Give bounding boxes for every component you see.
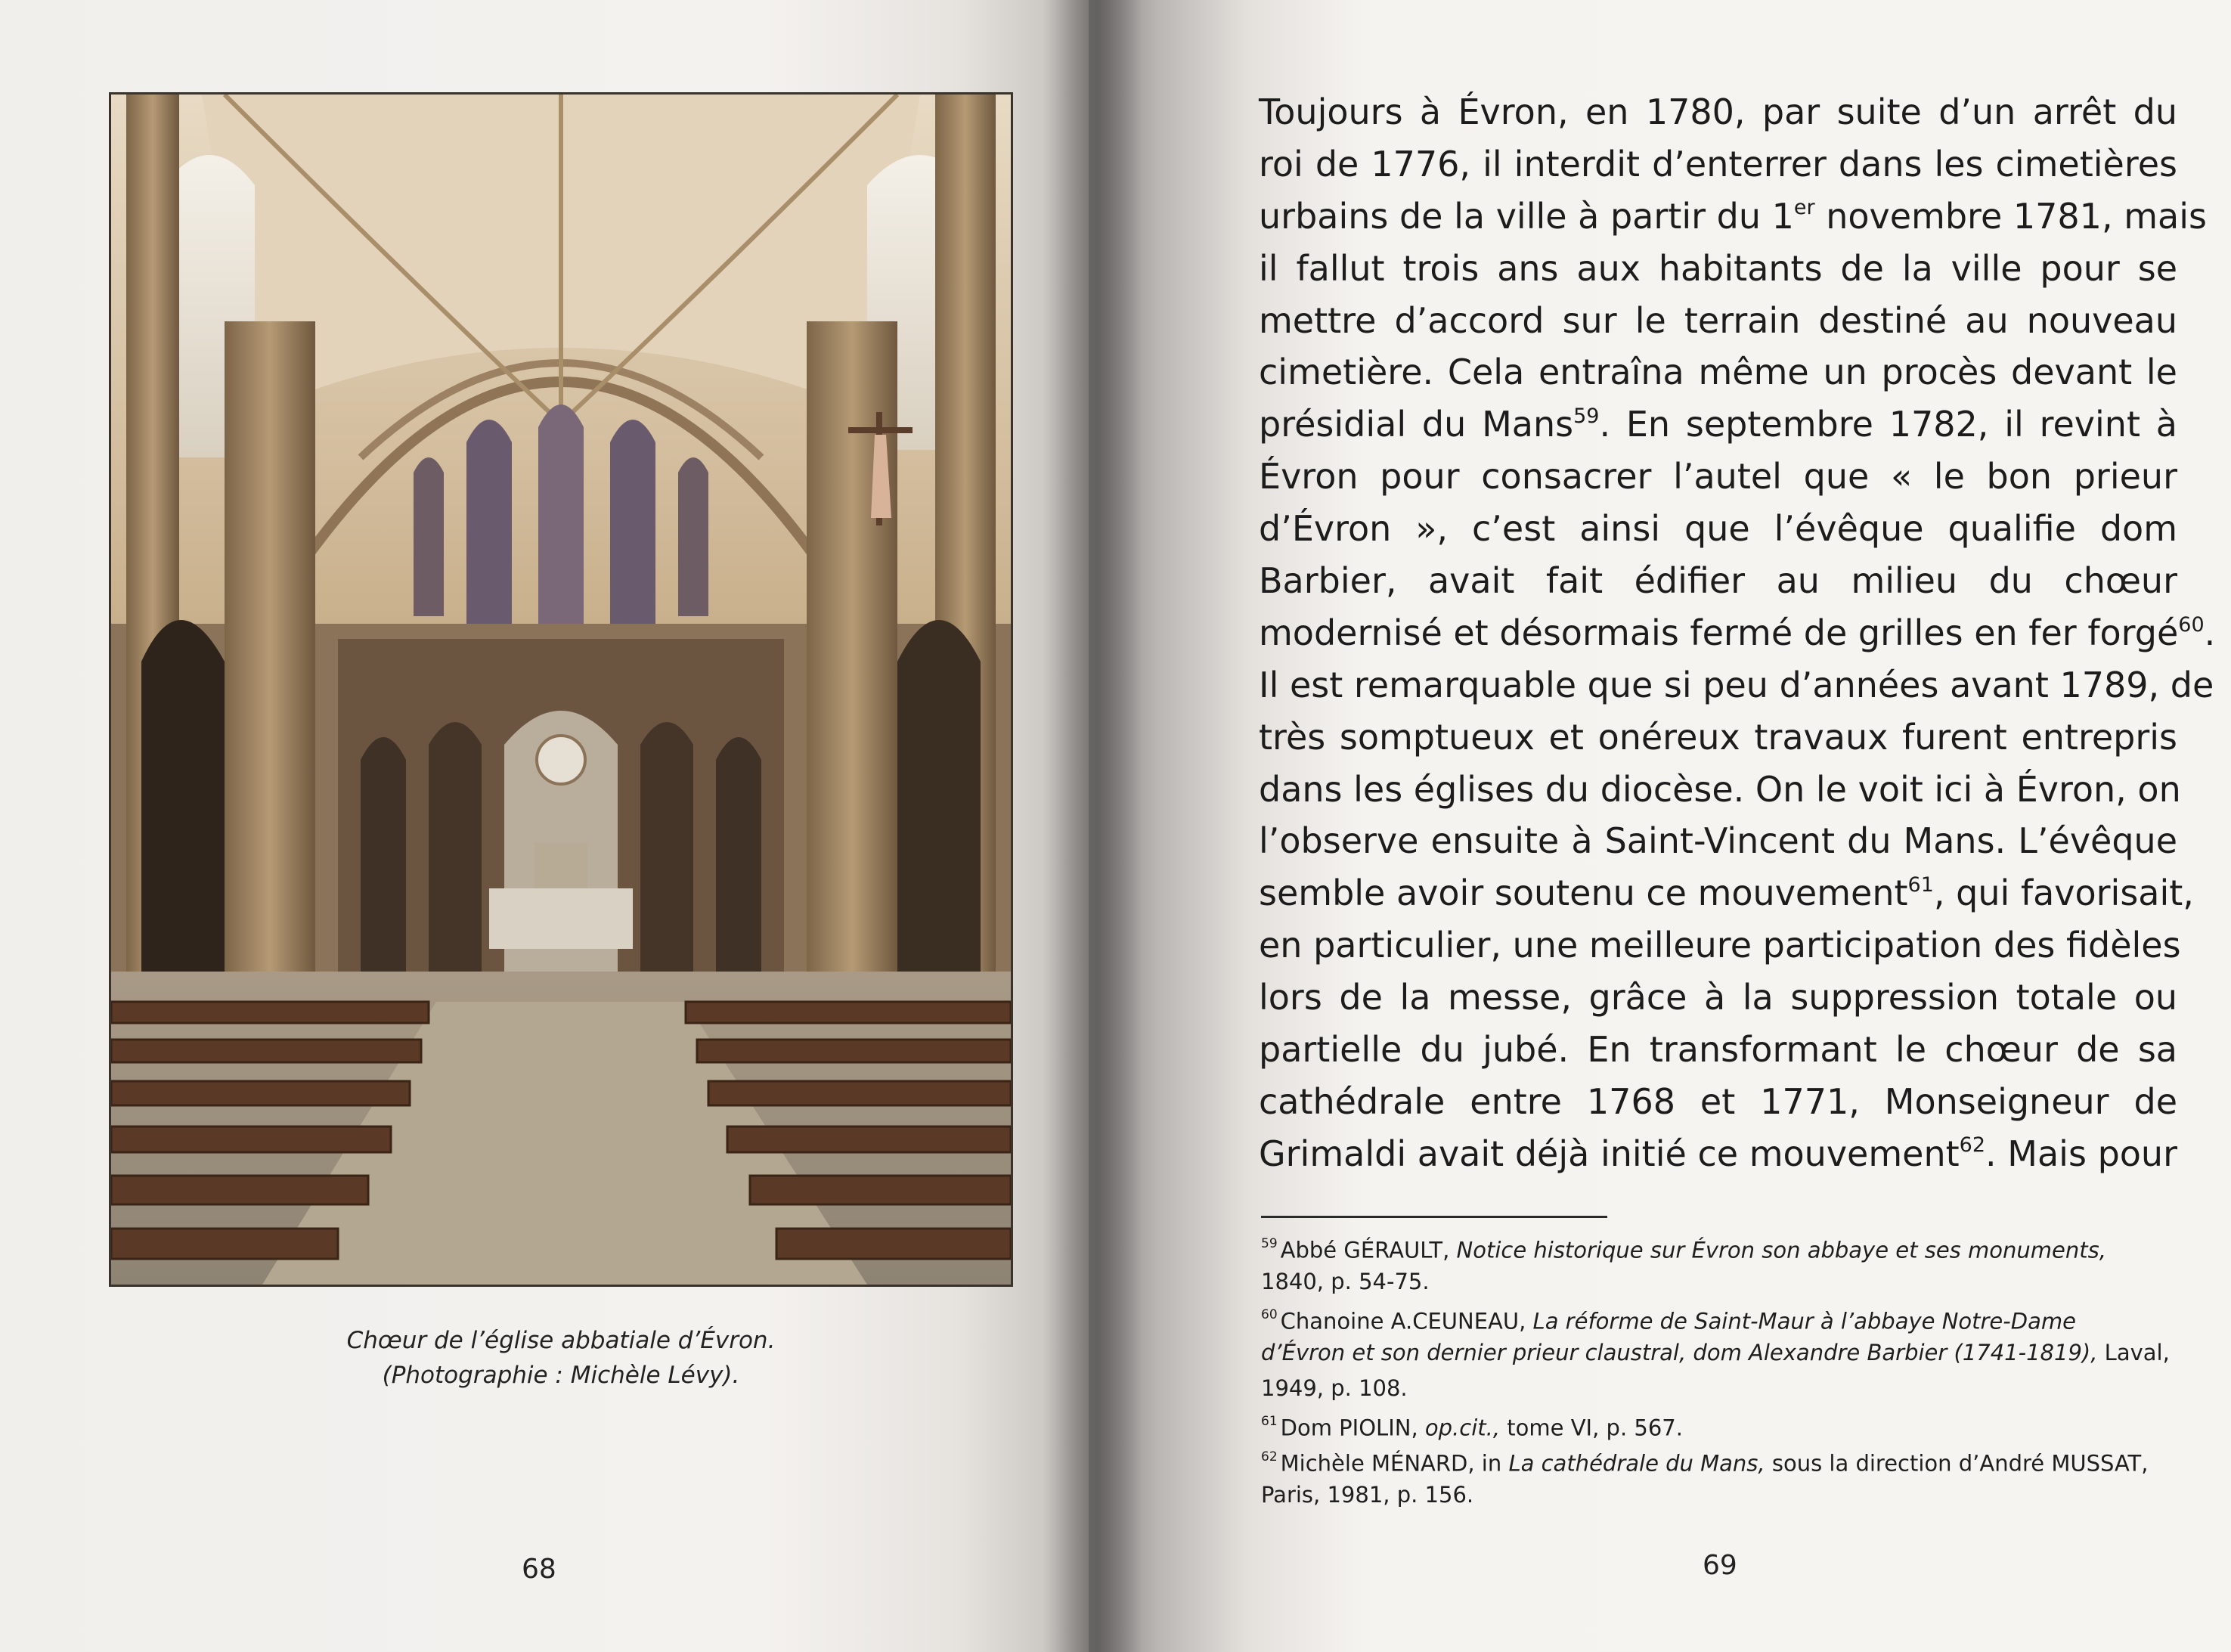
text-line: dans les églises du diocèse. On le voit ici à Évron, on — [1259, 768, 2181, 810]
text-line: Il est remarquable que si peu d’années avant 1789, de — [1259, 664, 2214, 705]
text-line: semble avoir soutenu ce mouvement$^{61}$, qui favorisait, — [1259, 872, 2194, 914]
text-line: cimetière. Cela entraîna même un procès devant le — [1259, 352, 2177, 393]
footnote-61: $^{61}$ Dom PIOLIN, op.cit., tome VI, p. 567. — [1261, 1414, 1683, 1441]
footnote-60-cont: d’Évron et son dernier prieur claustral, dom Alexandre Barbier (1741-1819), Laval, — [1261, 1340, 2170, 1365]
footnote-ref: 62 — [1959, 1133, 1986, 1158]
footnote-59: $^{59}$ Abbé GÉRAULT, Notice historique sur Évron son abbaye et ses monuments, — [1261, 1236, 2106, 1263]
text-line: partielle du jubé. En transformant le chœur de sa — [1259, 1029, 2177, 1071]
text-line: lors de la messe, grâce à la suppression totale ou — [1259, 977, 2177, 1018]
caption-line-1: Chœur de l’église abbatiale d’Évron. — [346, 1327, 776, 1354]
text-line: présidial du Mans$^{59}$. En septembre 1782, il revint à — [1259, 404, 2177, 445]
text-line: il fallut trois ans aux habitants de la ville pour se — [1259, 247, 2177, 289]
footnote-59-cont: 1840, p. 54-75. — [1261, 1269, 1430, 1294]
book-spine-shadow — [1043, 0, 1142, 1652]
church-choir-photo — [109, 92, 1013, 1287]
footnote-ref: 60 — [2178, 612, 2205, 637]
text-line: Grimaldi avait déjà initié ce mouvement$^{62}$. Mais pour — [1259, 1133, 2177, 1174]
text-line: cathédrale entre 1768 et 1771, Monseigneur de — [1259, 1080, 2177, 1122]
photo-caption — [109, 1323, 1013, 1393]
caption-line-2: (Photographie : Michèle Lévy). — [382, 1362, 740, 1389]
text-line: mettre d’accord sur le terrain destiné au nouveau — [1259, 299, 2177, 341]
text-line: l’observe ensuite à Saint-Vincent du Mans. L’évêque — [1259, 820, 2177, 862]
text-line: urbains de la ville à partir du 1er novembre 1781, mais — [1259, 195, 2207, 237]
footnote-ref: 59 — [1573, 404, 1600, 429]
text-line: Barbier, avait fait édifier au milieu du chœur — [1259, 560, 2177, 602]
page-number-left: 68 — [522, 1554, 556, 1585]
text-line: roi de 1776, il interdit d’enterrer dans les cimetières — [1259, 143, 2177, 184]
text-line: Évron pour consacrer l’autel que « le bon prieur — [1259, 456, 2177, 497]
body-text — [1259, 86, 2216, 1180]
footnote-60: $^{60}$ Chanoine A.CEUNEAU, La réforme de Saint-Maur à l’abbaye Notre-Dame — [1261, 1307, 2076, 1334]
footnote-60-cont2: 1949, p. 108. — [1261, 1375, 1408, 1401]
choir-illustration — [111, 95, 1011, 1285]
superscript: er — [1793, 196, 1815, 220]
text-line: en particulier, une meilleure participation des fidèles — [1259, 925, 2181, 966]
text-line: d’Évron », c’est ainsi que l’évêque qualifie dom — [1259, 508, 2177, 550]
left-page — [0, 0, 1089, 1652]
text-line: très somptueux et onéreux travaux furent entrepris — [1259, 716, 2177, 758]
footnote-62: $^{62}$ Michèle MÉNARD, in La cathédrale du Mans, sous la direction d’André MUSSAT, — [1261, 1449, 2149, 1477]
footnote-ref: 61 — [1907, 873, 1934, 897]
footnotes — [1261, 1229, 2177, 1513]
text-line: Toujours à Évron, en 1780, par suite d’un arrêt du — [1259, 91, 2177, 132]
page-number-right: 69 — [1703, 1550, 1737, 1581]
footnote-62-cont: Paris, 1981, p. 156. — [1261, 1482, 1474, 1508]
text-line: modernisé et désormais fermé de grilles en fer forgé$^{60}$. — [1259, 612, 2216, 653]
footnote-separator — [1261, 1216, 1607, 1218]
